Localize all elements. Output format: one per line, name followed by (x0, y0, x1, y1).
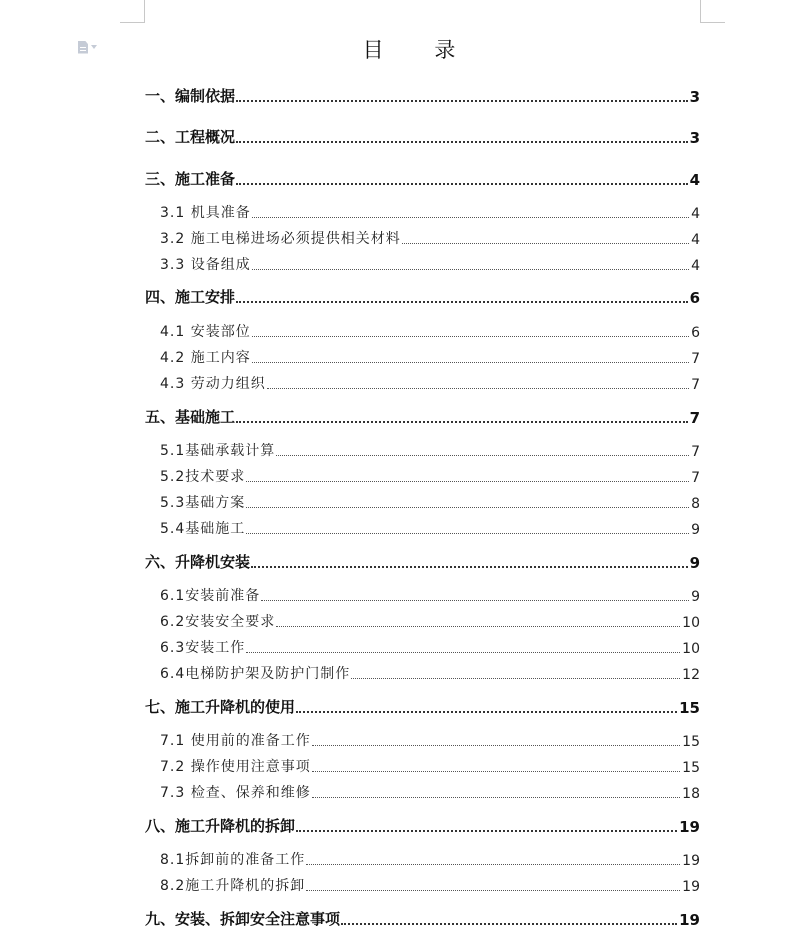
toc-page-number: 8 (691, 496, 700, 512)
toc-entry[interactable] (145, 85, 700, 106)
dot-leader (252, 269, 689, 270)
dot-leader (236, 100, 688, 102)
toc-page-number: 4 (691, 258, 700, 274)
toc-page-number: 15 (679, 699, 700, 717)
toc-entry-label: 3.3 设备组成 (160, 257, 251, 273)
dot-leader (246, 652, 680, 653)
dot-leader (402, 243, 689, 244)
toc-entry-label: 7.2 操作使用注意事项 (160, 759, 311, 775)
dot-leader (267, 388, 689, 389)
dot-leader (251, 566, 688, 568)
toc-entry[interactable] (160, 347, 700, 367)
toc-page-number: 6 (689, 289, 700, 307)
dot-leader (296, 830, 677, 832)
toc-entry-label: 5.3基础方案 (160, 495, 246, 511)
toc-entry-label: 6.2安装安全要求 (160, 614, 276, 630)
toc-entry[interactable] (160, 782, 700, 802)
dot-leader (236, 301, 688, 303)
toc-entry-label: 6.4电梯防护架及防护门制作 (160, 666, 351, 682)
toc-entry[interactable] (160, 466, 700, 486)
dot-leader (306, 864, 680, 865)
toc-page-number: 9 (689, 554, 700, 572)
dot-leader (312, 771, 680, 772)
dot-leader (276, 626, 680, 627)
toc-page-number: 3 (689, 88, 700, 106)
dot-leader (236, 141, 688, 143)
toc-entry-label: 一、编制依据 (145, 87, 236, 105)
toc-entry-label: 3.2 施工电梯进场必须提供相关材料 (160, 231, 401, 247)
toc-entry-label: 四、施工安排 (145, 288, 236, 306)
toc-entry[interactable] (145, 286, 700, 307)
toc-page-number: 4 (691, 206, 700, 222)
toc-entry[interactable] (160, 585, 700, 605)
dot-leader (312, 745, 680, 746)
toc-page-number: 9 (691, 522, 700, 538)
dot-leader (236, 183, 688, 185)
toc-entry-label: 5.1基础承载计算 (160, 443, 276, 459)
toc-entry-label: 4.2 施工内容 (160, 350, 251, 366)
toc-page-number: 3 (689, 129, 700, 147)
toc-page-number: 19 (682, 853, 700, 869)
dot-leader (276, 455, 689, 456)
toc-entry[interactable] (145, 406, 700, 427)
toc-page-number: 7 (691, 444, 700, 460)
toc-page-number: 7 (689, 409, 700, 427)
toc-entry-label: 7.1 使用前的准备工作 (160, 733, 311, 749)
dot-leader (246, 533, 689, 534)
toc-entry[interactable] (160, 611, 700, 631)
dot-leader (261, 600, 689, 601)
toc-entry-label: 九、安装、拆卸安全注意事项 (145, 910, 341, 928)
toc-entry-label: 三、施工准备 (145, 170, 236, 188)
dot-leader (236, 421, 688, 423)
toc-entry-label: 七、施工升降机的使用 (145, 698, 296, 716)
toc-page-number: 12 (682, 667, 700, 683)
toc-entry-label: 5.4基础施工 (160, 521, 246, 537)
toc-entry[interactable] (160, 440, 700, 460)
toc-entry[interactable] (160, 730, 700, 750)
toc-entry[interactable] (160, 321, 700, 341)
toc-entry[interactable] (160, 849, 700, 869)
toc-entry-label: 五、基础施工 (145, 408, 236, 426)
toc-entry[interactable] (160, 663, 700, 683)
toc-entry-label: 6.3安装工作 (160, 640, 246, 656)
toc-entry-label: 7.3 检查、保养和维修 (160, 785, 311, 801)
dot-leader (252, 217, 689, 218)
toc-entry-label: 5.2技术要求 (160, 469, 246, 485)
toc-title: 目 录 (362, 38, 478, 62)
toc-entry[interactable] (160, 492, 700, 512)
dot-leader (246, 481, 689, 482)
toc-entry[interactable] (160, 518, 700, 538)
dot-leader (351, 678, 680, 679)
toc-entry[interactable] (160, 637, 700, 657)
toc-page-number: 10 (682, 641, 700, 657)
toc-page-number: 15 (682, 760, 700, 776)
toc-entry[interactable] (160, 373, 700, 393)
toc-entry-label: 4.3 劳动力组织 (160, 376, 266, 392)
toc-page-number: 6 (691, 325, 700, 341)
toc-entry-label: 二、工程概况 (145, 128, 236, 146)
toc-entry[interactable] (160, 756, 700, 776)
toc-page-number: 19 (679, 818, 700, 836)
toc-page-number: 4 (691, 232, 700, 248)
dot-leader (252, 362, 689, 363)
toc-entry-label: 4.1 安装部位 (160, 324, 251, 340)
toc-page-number: 10 (682, 615, 700, 631)
toc-entry[interactable] (160, 202, 700, 222)
toc-entry[interactable] (160, 254, 700, 274)
toc-entry-label: 3.1 机具准备 (160, 205, 251, 221)
toc-page-number: 18 (682, 786, 700, 802)
toc-entry[interactable] (145, 551, 700, 572)
toc-entry[interactable] (160, 228, 700, 248)
dot-leader (296, 711, 677, 713)
page-corner-mark-left (120, 0, 145, 23)
dot-leader (246, 507, 689, 508)
toc-page-number: 7 (691, 470, 700, 486)
page-corner-mark-right (700, 0, 725, 23)
toc-entry-label: 八、施工升降机的拆卸 (145, 817, 296, 835)
toc-entry-label: 六、升降机安装 (145, 553, 251, 571)
toc-entry[interactable] (160, 875, 700, 895)
toc-entry-label: 6.1安装前准备 (160, 588, 261, 604)
toc-entry[interactable] (145, 168, 700, 189)
dot-leader (306, 890, 680, 891)
toc-page-number: 9 (691, 589, 700, 605)
toc-page-number: 7 (691, 351, 700, 367)
toc-page-number: 19 (682, 879, 700, 895)
dot-leader (252, 336, 689, 337)
toc-page-number: 7 (691, 377, 700, 393)
toc-page-number: 15 (682, 734, 700, 750)
toc-entry[interactable] (145, 908, 700, 929)
dot-leader (312, 797, 680, 798)
toc-entry[interactable] (145, 696, 700, 717)
toc-entry-label: 8.1拆卸前的准备工作 (160, 852, 306, 868)
toc-page-number: 4 (689, 171, 700, 189)
toc-page-number: 19 (679, 911, 700, 929)
toc-entry[interactable] (145, 126, 700, 147)
dot-leader (341, 923, 677, 925)
toc-entry[interactable] (145, 815, 700, 836)
toc-entry-label: 8.2施工升降机的拆卸 (160, 878, 306, 894)
